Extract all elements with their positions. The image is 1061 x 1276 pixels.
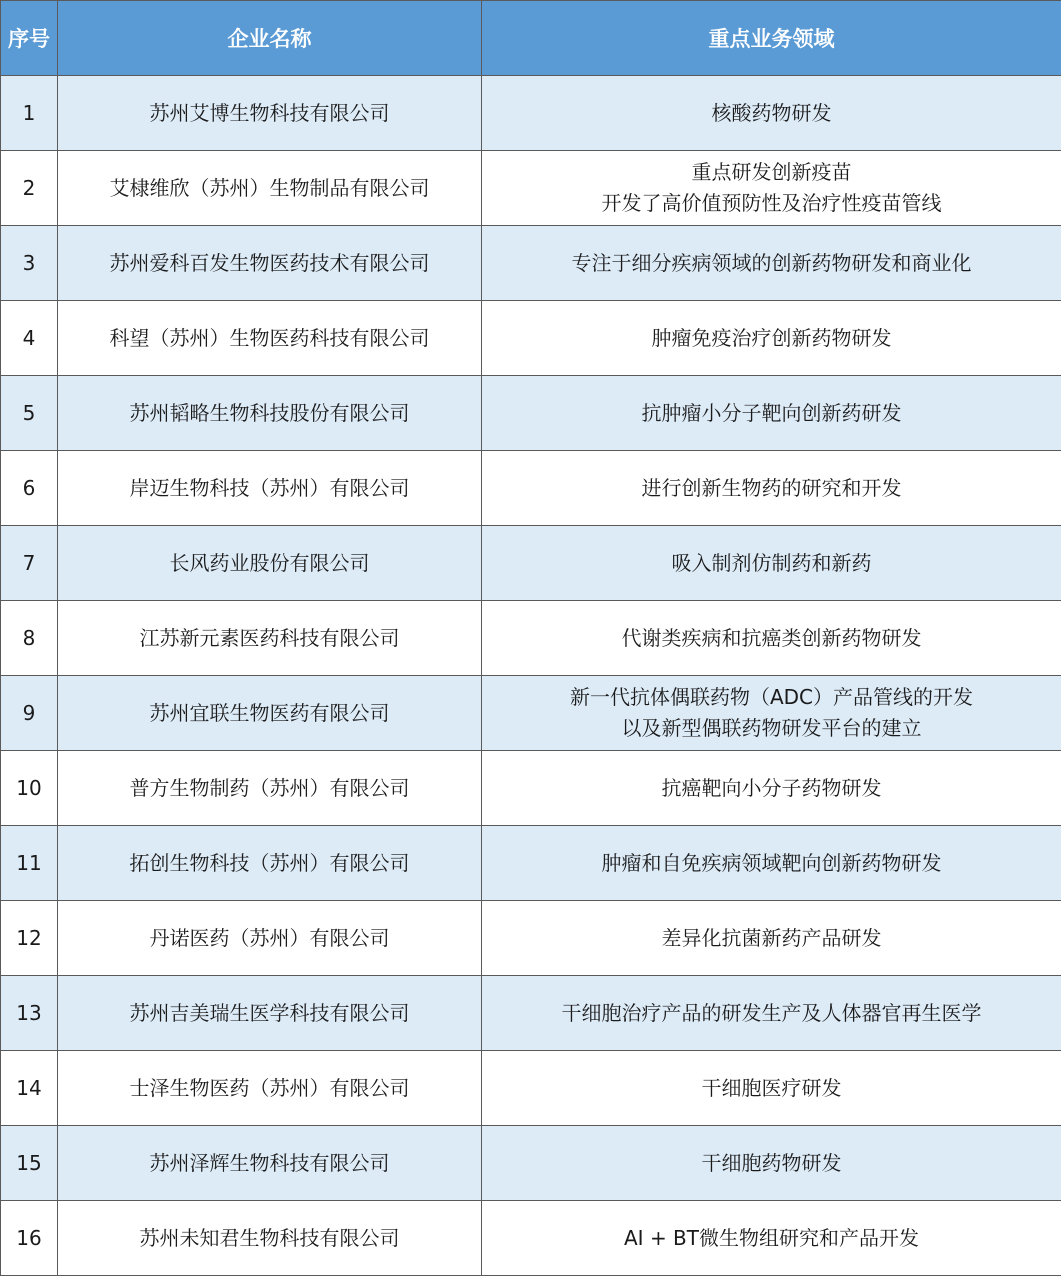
company-name: 普方生物制药（苏州）有限公司 <box>58 751 482 826</box>
business-focus-line: 新一代抗体偶联药物（ADC）产品管线的开发 <box>569 685 974 709</box>
business-focus <box>482 451 1061 526</box>
business-focus-line: 核酸药物研发 <box>711 100 832 125</box>
company-name: 丹诺医药（苏州）有限公司 <box>58 901 482 976</box>
table-row <box>1 376 1061 451</box>
row-index: 13 <box>1 976 58 1051</box>
business-focus <box>482 1126 1061 1201</box>
row-index: 14 <box>1 1051 58 1126</box>
business-focus <box>482 226 1061 301</box>
company-name: 苏州未知君生物科技有限公司 <box>58 1201 482 1276</box>
row-index: 9 <box>1 676 58 751</box>
business-focus-line: 开发了高价值预防性及治疗性疫苗管线 <box>601 191 942 215</box>
business-focus <box>482 901 1061 976</box>
table-row <box>1 901 1061 976</box>
table-row <box>1 601 1061 676</box>
business-focus-line: 干细胞治疗产品的研发生产及人体器官再生医学 <box>561 1000 982 1025</box>
row-index: 4 <box>1 301 58 376</box>
business-focus <box>482 751 1061 826</box>
business-focus-line: 抗肿瘤小分子靶向创新药研发 <box>641 400 902 425</box>
business-focus <box>482 676 1061 751</box>
business-focus-line: 干细胞医疗研发 <box>701 1075 842 1100</box>
company-name: 苏州爱科百发生物医药技术有限公司 <box>58 226 482 301</box>
row-index: 2 <box>1 151 58 226</box>
business-focus-line: 重点研发创新疫苗 <box>691 160 852 184</box>
row-index: 8 <box>1 601 58 676</box>
business-focus <box>482 976 1061 1051</box>
table-row <box>1 976 1061 1051</box>
company-name: 拓创生物科技（苏州）有限公司 <box>58 826 482 901</box>
business-focus-line: AI + BT微生物组研究和产品开发 <box>624 1225 919 1250</box>
row-index: 15 <box>1 1126 58 1201</box>
company-name: 苏州韬略生物科技股份有限公司 <box>58 376 482 451</box>
business-focus-line: 差异化抗菌新药产品研发 <box>661 925 882 950</box>
table-row <box>1 526 1061 601</box>
business-focus <box>482 1201 1061 1276</box>
company-name: 岸迈生物科技（苏州）有限公司 <box>58 451 482 526</box>
row-index: 12 <box>1 901 58 976</box>
company-name: 苏州艾博生物科技有限公司 <box>58 76 482 151</box>
business-focus-line: 抗癌靶向小分子药物研发 <box>661 775 882 800</box>
table-row <box>1 226 1061 301</box>
company-name: 苏州宜联生物医药有限公司 <box>58 676 482 751</box>
table-row <box>1 76 1061 151</box>
company-name: 艾棣维欣（苏州）生物制品有限公司 <box>58 151 482 226</box>
business-focus-line: 吸入制剂仿制药和新药 <box>671 550 872 575</box>
business-focus <box>482 151 1061 226</box>
company-name: 江苏新元素医药科技有限公司 <box>58 601 482 676</box>
business-focus-line: 专注于细分疾病领域的创新药物研发和商业化 <box>571 250 972 275</box>
company-name: 苏州泽辉生物科技有限公司 <box>58 1126 482 1201</box>
business-focus-line: 肿瘤和自免疾病领域靶向创新药物研发 <box>601 850 942 875</box>
table-row <box>1 751 1061 826</box>
company-name: 士泽生物医药（苏州）有限公司 <box>58 1051 482 1126</box>
business-focus <box>482 826 1061 901</box>
table-row <box>1 451 1061 526</box>
business-focus <box>482 376 1061 451</box>
header-index: 序号 <box>1 1 58 76</box>
table-row <box>1 151 1061 226</box>
business-focus <box>482 526 1061 601</box>
business-focus-line: 干细胞药物研发 <box>701 1150 842 1175</box>
table-row <box>1 1201 1061 1276</box>
table-row <box>1 826 1061 901</box>
table-row <box>1 1126 1061 1201</box>
business-focus-line: 代谢类疾病和抗癌类创新药物研发 <box>621 625 922 650</box>
row-index: 1 <box>1 76 58 151</box>
table-row <box>1 676 1061 751</box>
business-focus <box>482 76 1061 151</box>
row-index: 11 <box>1 826 58 901</box>
table-body <box>1 76 1061 1276</box>
business-focus-line: 以及新型偶联药物研发平台的建立 <box>621 716 922 740</box>
table-header <box>1 1 1061 76</box>
business-focus <box>482 301 1061 376</box>
row-index: 3 <box>1 226 58 301</box>
business-focus <box>482 1051 1061 1126</box>
row-index: 5 <box>1 376 58 451</box>
table-row <box>1 1051 1061 1126</box>
table-row <box>1 301 1061 376</box>
business-focus-line: 进行创新生物药的研究和开发 <box>641 475 902 500</box>
header-focus: 重点业务领域 <box>482 1 1061 76</box>
business-focus <box>482 601 1061 676</box>
row-index: 7 <box>1 526 58 601</box>
header-row <box>1 1 1061 76</box>
header-company: 企业名称 <box>58 1 482 76</box>
row-index: 10 <box>1 751 58 826</box>
company-name: 长风药业股份有限公司 <box>58 526 482 601</box>
row-index: 16 <box>1 1201 58 1276</box>
company-name: 科望（苏州）生物医药科技有限公司 <box>58 301 482 376</box>
company-name: 苏州吉美瑞生医学科技有限公司 <box>58 976 482 1051</box>
business-focus-line: 肿瘤免疫治疗创新药物研发 <box>651 325 892 350</box>
row-index: 6 <box>1 451 58 526</box>
